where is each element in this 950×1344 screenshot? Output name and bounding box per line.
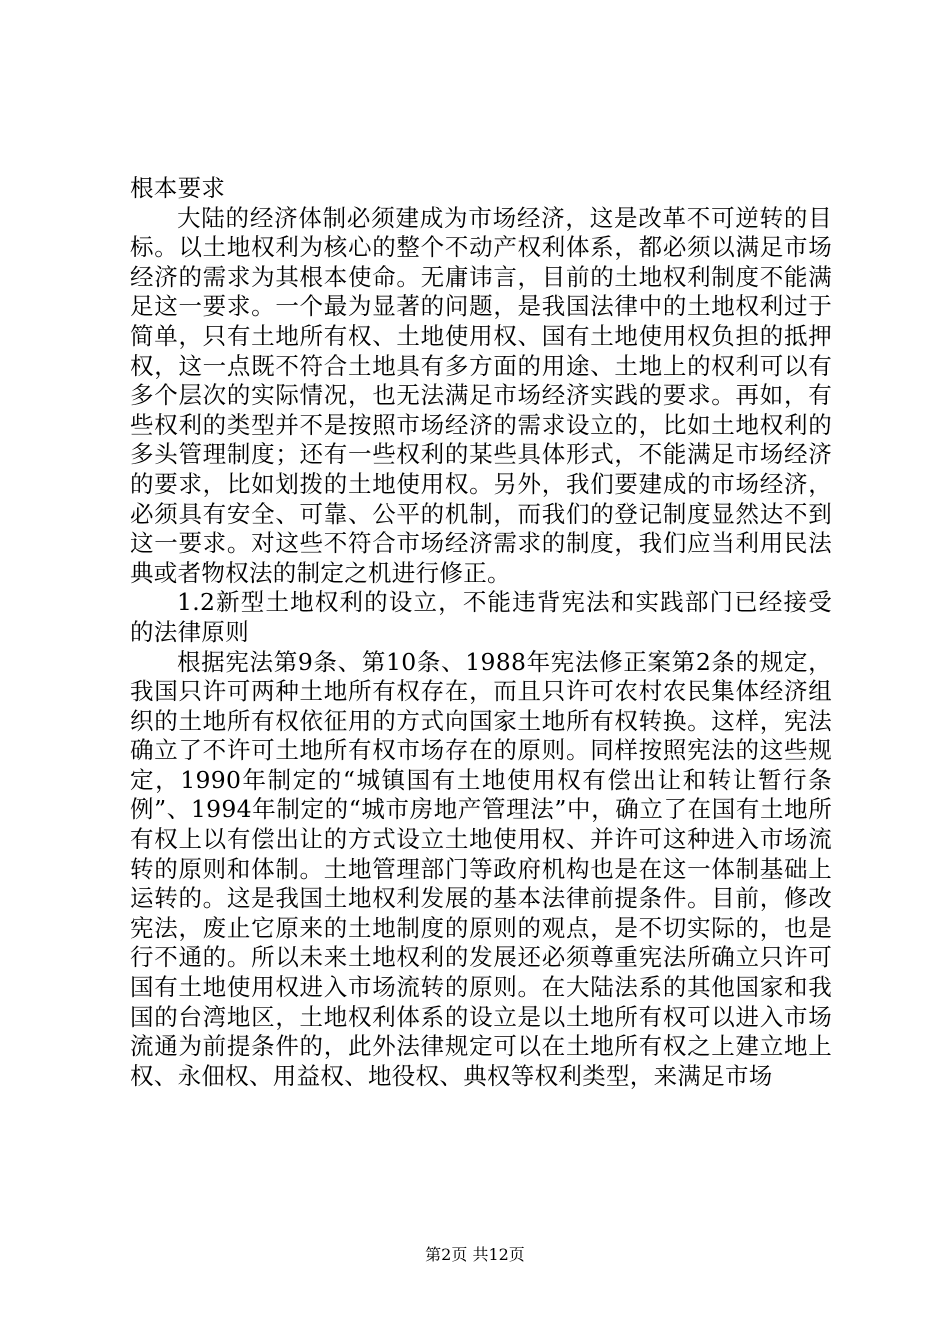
- heading-fragment: 根本要求: [130, 174, 226, 202]
- page-footer: 第2页 共12页: [425, 1245, 525, 1264]
- section-heading-1-2: 1.2新型土地权利的设立，不能违背宪法和实践部门已经接受的法律原则: [130, 588, 832, 646]
- paragraph-constitution: 根据宪法第9条、第10条、1988年宪法修正案第2条的规定，我国只许可两种土地所有权存在，而且只许可农村农民集体经济组织的土地所有权依征用的方式向国家土地所有权转换。这样，宪法确立了不许可土地所有权市场存在的原则。同样按照宪法的这些规定，1990年制定的“城镇国有土地使用权有偿出让和转让暂行条例”、1994年制定的“城市房地产管理法”中，确立了在国有土地所有权上以有偿出让的方式设立土地使用权、并许可这种进入市场流转的原则和体制。土地管理部门等政府机构也是在这一体制基础上运转的。这是我国土地权利发展的基本法律前提条件。目前，修改宪法，废止它原来的土地制度的原则的观点，是不切实际的，也是行不通的。所以未来土地权利的发展还必须尊重宪法所确立只许可国有土地使用权进入市场流转的原则。在大陆法系的其他国家和我国的台湾地区，土地权利体系的设立是以土地所有权可以进入市场流通为前提条件的，此外法律规定可以在土地所有权之上建立地上权、永佃权、用益权、地役权、典权等权利类型，来满足市场: [130, 647, 832, 1090]
- paragraph-market-economy: 大陆的经济体制必须建成为市场经济，这是改革不可逆转的目标。以土地权利为核心的整个不动产权利体系，都必须以满足市场经济的需求为其根本使命。无庸讳言，目前的土地权利制度不能满足这一要求。一个最为显著的问题，是我国法律中的土地权利过于简单，只有土地所有权、土地使用权、国有土地使用权负担的抵押权，这一点既不符合土地具有多方面的用途、土地上的权利可以有多个层次的实际情况，也无法满足市场经济实践的要求。再如，有些权利的类型并不是按照市场经济的需求设立的，比如土地权利的多头管理制度；还有一些权利的某些具体形式，不能满足市场经济的要求，比如划拨的土地使用权。另外，我们要建成的市场经济，必须具有安全、可靠、公平的机制，而我们的登记制度显然达不到这一要求。对这些不符合市场经济需求的制度，我们应当利用民法典或者物权法的制定之机进行修正。: [130, 203, 832, 587]
- document-body: [130, 174, 832, 1091]
